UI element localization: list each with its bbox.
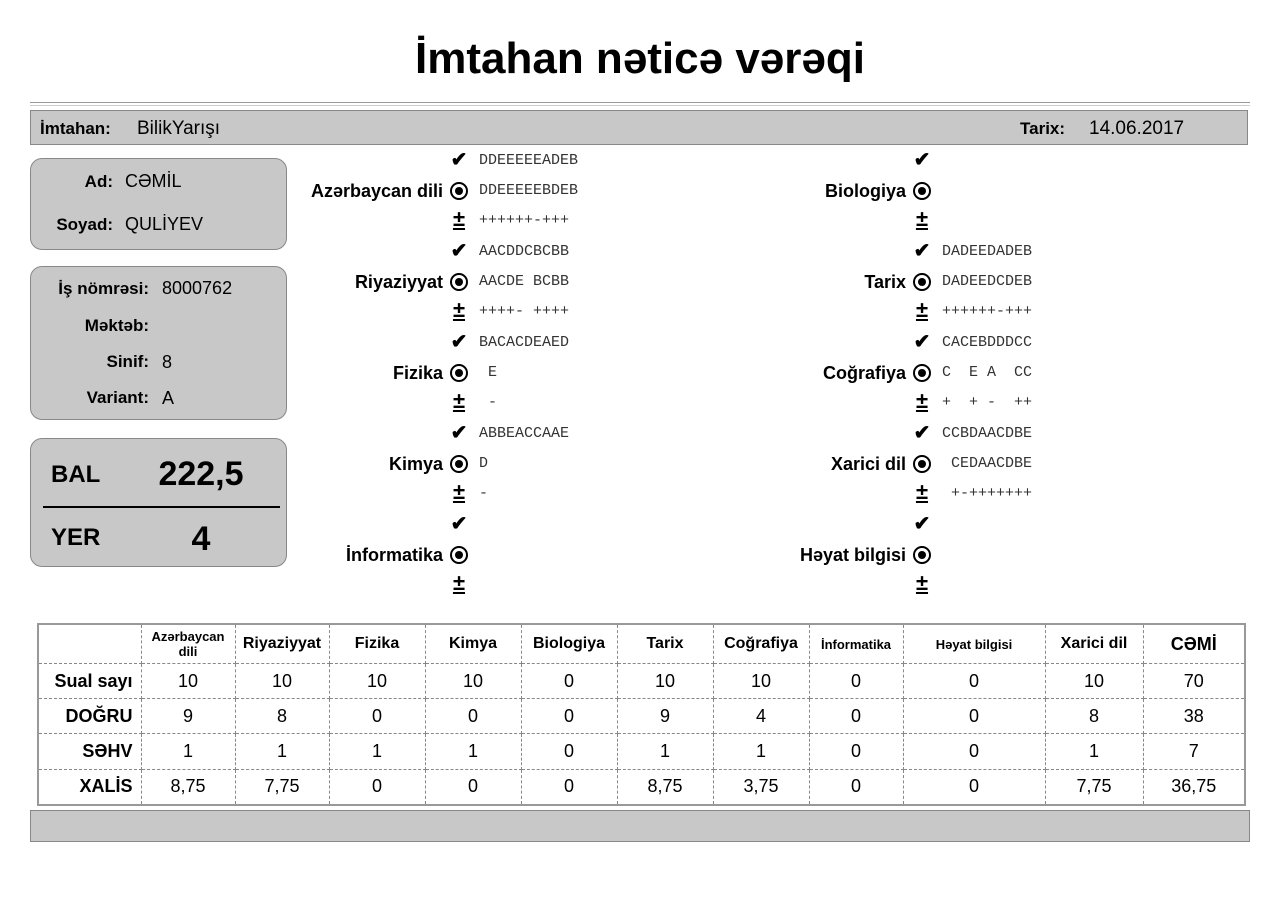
table-row — [38, 769, 1245, 805]
student-answers: DADEEDCDEB — [942, 273, 1033, 290]
exam-value: BilikYarışı — [137, 118, 221, 139]
plus-minus-icon: ± — [452, 479, 466, 504]
table-header-cell: İnformatika — [809, 624, 903, 664]
student-name-box — [30, 158, 287, 250]
table-cell: 0 — [903, 734, 1045, 769]
table-cell: 0 — [809, 769, 903, 805]
answer-key: CACEBDDDCC — [942, 334, 1033, 351]
table-cell: 7 — [1143, 734, 1245, 769]
table-header-row — [38, 624, 1245, 664]
plus-minus-icon: ± — [452, 206, 466, 231]
date-label: Tarix: — [1020, 119, 1066, 138]
work-no-value: 8000762 — [162, 278, 233, 298]
name-value: CƏMİL — [125, 171, 182, 191]
table-header-cell — [38, 624, 141, 664]
class-value: 8 — [162, 352, 173, 372]
page-title: İmtahan nəticə vərəqi — [415, 34, 865, 83]
radio-icon — [450, 364, 468, 382]
answer-marks: ++++- ++++ — [479, 303, 570, 320]
exam-info-bar — [30, 110, 1248, 145]
table-header-cell: Biologiya — [521, 624, 617, 664]
radio-icon — [913, 455, 931, 473]
check-icon: ✔ — [913, 331, 931, 353]
answer-marks: +-+++++++ — [942, 485, 1033, 502]
table-cell: 10 — [617, 664, 713, 699]
summary-table — [37, 623, 1246, 806]
table-cell: 0 — [329, 699, 425, 734]
row-label: XALİS — [38, 769, 141, 805]
table-cell: 0 — [425, 769, 521, 805]
student-info-box — [30, 266, 287, 420]
subject-name: Riyaziyyat — [354, 272, 443, 292]
student-answers: CEDAACDBE — [942, 455, 1033, 472]
student-answers: E — [479, 364, 498, 381]
plus-minus-icon: ± — [915, 479, 929, 504]
student-answers: AACDE BCBB — [479, 273, 570, 290]
subject-name: Xarici dil — [830, 454, 906, 474]
radio-icon — [450, 455, 468, 473]
radio-icon — [450, 546, 468, 564]
row-label: Sual sayı — [38, 664, 141, 699]
table-cell: 10 — [141, 664, 235, 699]
row-label: SƏHV — [38, 734, 141, 769]
table-cell: 0 — [521, 699, 617, 734]
radio-icon — [913, 182, 931, 200]
answer-marks: ++++++-+++ — [479, 212, 570, 229]
table-header-cell: Azərbaycan dili — [141, 624, 235, 664]
row-label: DOĞRU — [38, 699, 141, 734]
table-cell: 0 — [521, 734, 617, 769]
radio-icon — [450, 182, 468, 200]
table-cell: 0 — [903, 769, 1045, 805]
subject-name: Azərbaycan dili — [310, 181, 443, 201]
table-cell: 1 — [235, 734, 329, 769]
table-cell: 1 — [329, 734, 425, 769]
table-cell: 0 — [809, 664, 903, 699]
table-header-cell: Xarici dil — [1045, 624, 1143, 664]
table-cell: 1 — [425, 734, 521, 769]
radio-icon — [913, 546, 931, 564]
answer-key: DDEEEEEADEB — [479, 152, 579, 169]
divider — [30, 105, 1250, 106]
plus-minus-icon: ± — [915, 206, 929, 231]
table-cell: 0 — [903, 664, 1045, 699]
table-cell: 0 — [809, 699, 903, 734]
radio-icon — [913, 364, 931, 382]
check-icon: ✔ — [450, 331, 468, 353]
table-row — [38, 699, 1245, 734]
table-header-cell: Riyaziyyat — [235, 624, 329, 664]
table-cell: 0 — [521, 769, 617, 805]
surname-label: Soyad: — [56, 215, 113, 234]
table-cell: 1 — [713, 734, 809, 769]
subject-name: Tarix — [864, 272, 906, 292]
table-header-cell: Kimya — [425, 624, 521, 664]
table-header-cell: Coğrafiya — [713, 624, 809, 664]
table-cell: 8,75 — [141, 769, 235, 805]
plus-minus-icon: ± — [452, 570, 466, 595]
answer-key: BACACDEAED — [479, 334, 570, 351]
table-header-cell: Tarix — [617, 624, 713, 664]
table-cell: 0 — [521, 664, 617, 699]
radio-icon — [450, 273, 468, 291]
table-header-cell: CƏMİ — [1143, 624, 1245, 664]
check-icon: ✔ — [450, 149, 468, 171]
surname-value: QULİYEV — [125, 214, 204, 234]
yer-label: YER — [51, 524, 101, 551]
table-header-cell: Fizika — [329, 624, 425, 664]
subject-name: İnformatika — [345, 545, 443, 565]
table-cell: 8 — [235, 699, 329, 734]
answer-key: ABBEACCAAE — [479, 425, 570, 442]
radio-icon — [913, 273, 931, 291]
table-cell: 8 — [1045, 699, 1143, 734]
check-icon: ✔ — [450, 513, 468, 535]
yer-value: 4 — [191, 520, 211, 558]
exam-label: İmtahan: — [40, 119, 111, 138]
bal-label: BAL — [51, 461, 101, 488]
score-box — [30, 438, 287, 567]
table-cell: 10 — [235, 664, 329, 699]
answer-marks: - — [479, 485, 489, 502]
answer-marks: ++++++-+++ — [942, 303, 1033, 320]
variant-label: Variant: — [86, 388, 149, 407]
answer-key: DADEEDADEB — [942, 243, 1033, 260]
plus-minus-icon: ± — [915, 297, 929, 322]
table-cell: 1 — [617, 734, 713, 769]
table-cell: 4 — [713, 699, 809, 734]
table-cell: 0 — [329, 769, 425, 805]
student-answers: DDEEEEEBDEB — [479, 182, 579, 199]
subject-name: Həyat bilgisi — [799, 545, 906, 565]
date-value: 14.06.2017 — [1089, 118, 1185, 139]
check-icon: ✔ — [913, 422, 931, 444]
student-answers: D — [479, 455, 489, 472]
table-cell: 0 — [809, 734, 903, 769]
work-no-label: İş nömrəsi: — [58, 279, 149, 298]
plus-minus-icon: ± — [452, 388, 466, 413]
table-cell: 7,75 — [235, 769, 329, 805]
table-header-cell: Həyat bilgisi — [903, 624, 1045, 664]
table-cell: 10 — [329, 664, 425, 699]
plus-minus-icon: ± — [915, 388, 929, 413]
answer-marks: - — [479, 394, 498, 411]
footer-bar — [30, 810, 1250, 842]
subject-name: Coğrafiya — [822, 363, 906, 383]
divider — [30, 102, 1250, 103]
table-cell: 9 — [141, 699, 235, 734]
check-icon: ✔ — [913, 149, 931, 171]
table-cell: 38 — [1143, 699, 1245, 734]
table-cell: 0 — [903, 699, 1045, 734]
check-icon: ✔ — [913, 513, 931, 535]
table-cell: 10 — [425, 664, 521, 699]
subject-name: Fizika — [392, 363, 443, 383]
check-icon: ✔ — [450, 240, 468, 262]
subject-name: Kimya — [388, 454, 443, 474]
answer-key: CCBDAACDBE — [942, 425, 1033, 442]
table-cell: 36,75 — [1143, 769, 1245, 805]
class-label: Sinif: — [106, 352, 149, 371]
school-label: Məktəb: — [84, 316, 149, 335]
table-cell: 9 — [617, 699, 713, 734]
student-answers: C E A CC — [942, 364, 1033, 381]
check-icon: ✔ — [913, 240, 931, 262]
table-cell: 10 — [713, 664, 809, 699]
table-cell: 8,75 — [617, 769, 713, 805]
table-cell: 3,75 — [713, 769, 809, 805]
check-icon: ✔ — [450, 422, 468, 444]
table-cell: 1 — [1045, 734, 1143, 769]
variant-value: A — [162, 388, 175, 408]
bal-value: 222,5 — [158, 455, 244, 493]
table-row — [38, 734, 1245, 769]
answer-marks: + + - ++ — [942, 394, 1033, 411]
table-row — [38, 664, 1245, 699]
table-cell: 70 — [1143, 664, 1245, 699]
table-cell: 1 — [141, 734, 235, 769]
plus-minus-icon: ± — [452, 297, 466, 322]
table-cell: 10 — [1045, 664, 1143, 699]
name-label: Ad: — [84, 172, 113, 191]
plus-minus-icon: ± — [915, 570, 929, 595]
table-cell: 7,75 — [1045, 769, 1143, 805]
subject-name: Biologiya — [824, 181, 906, 201]
score-divider — [43, 506, 280, 508]
answer-key: AACDDCBCBB — [479, 243, 570, 260]
table-cell: 0 — [425, 699, 521, 734]
